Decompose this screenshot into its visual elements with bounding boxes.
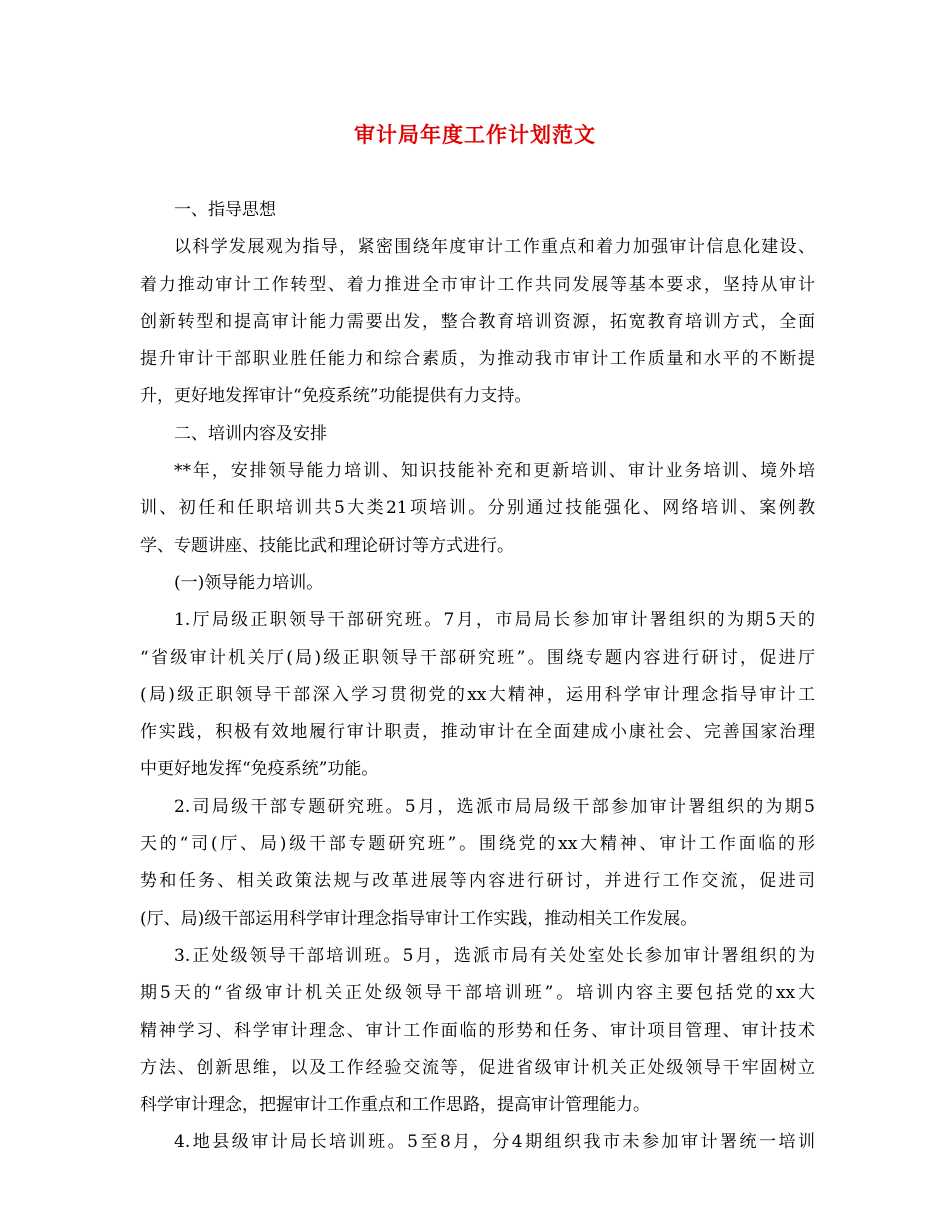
text-line: 4.地县级审计局长培训班。5至8月，分4期组织我市未参加审计署统一培训 bbox=[174, 1132, 815, 1153]
text-line: 天的“司(厅、局)级干部专题研究班”。围绕党的xx大精神、审计工作面临的形 bbox=[140, 834, 815, 855]
text-line: (局)级正职领导干部深入学习贯彻党的xx大精神，运用科学审计理念指导审计工 bbox=[140, 684, 815, 705]
text-line: 提升审计干部职业胜任能力和综合素质，为推动我市审计工作质量和水平的不断提 bbox=[140, 349, 815, 370]
text-line: 作实践，积极有效地履行审计职责，推动审计在全面建成小康社会、完善国家治理 bbox=[140, 722, 815, 743]
document-body bbox=[140, 192, 815, 1162]
text-line: 期5天的“省级审计机关正处级领导干部培训班”。培训内容主要包括党的xx大 bbox=[140, 983, 815, 1004]
text-line: (一)领导能力培训。 bbox=[174, 572, 324, 593]
text-line: 科学审计理念，把握审计工作重点和工作思路，提高审计管理能力。 bbox=[140, 1095, 650, 1116]
text-line: 一、指导思想 bbox=[174, 200, 276, 220]
text-line: 二、培训内容及安排 bbox=[174, 423, 327, 444]
text-line: 2.司局级干部专题研究班。5月，选派市局局级干部参加审计署组织的为期5 bbox=[174, 796, 815, 817]
text-line: 势和任务、相关政策法规与改革进展等内容进行研讨，并进行工作交流，促进司 bbox=[140, 871, 815, 892]
document-title: 审计局年度工作计划范文 bbox=[354, 122, 596, 147]
text-line: 训、初任和任职培训共5大类21项培训。分别通过技能强化、网络培训、案例教 bbox=[140, 498, 815, 519]
text-line: 精神学习、科学审计理念、审计工作面临的形势和任务、审计项目管理、审计技术 bbox=[140, 1020, 815, 1041]
text-line: (厅、局)级干部运用科学审计理念指导审计工作实践，推动相关工作发展。 bbox=[140, 908, 698, 929]
text-line: 3.正处级领导干部培训班。5月，选派市局有关处室处长参加审计署组织的为 bbox=[174, 945, 815, 966]
text-line: 着力推动审计工作转型、着力推进全市审计工作共同发展等基本要求，坚持从审计 bbox=[140, 274, 815, 295]
text-line: 方法、创新思维，以及工作经验交流等，促进省级审计机关正处级领导干牢固树立 bbox=[140, 1057, 815, 1078]
text-line: 1.厅局级正职领导干部研究班。7月，市局局长参加审计署组织的为期5天的 bbox=[174, 610, 815, 631]
text-line: 创新转型和提高审计能力需要出发，整合教育培训资源，拓宽教育培训方式，全面 bbox=[140, 311, 815, 332]
text-line: 以科学发展观为指导，紧密围绕年度审计工作重点和着力加强审计信息化建设、 bbox=[174, 237, 815, 258]
text-line: “省级审计机关厅(局)级正职领导干部研究班”。围绕专题内容进行研讨，促进厅 bbox=[140, 647, 815, 668]
text-line: 中更好地发挥“免疫系统”功能。 bbox=[140, 759, 379, 780]
text-line: 学、专题讲座、技能比武和理论研讨等方式进行。 bbox=[140, 535, 514, 556]
text-line: 升，更好地发挥审计“免疫系统”功能提供有力支持。 bbox=[140, 386, 532, 407]
text-line: **年，安排领导能力培训、知识技能补充和更新培训、审计业务培训、境外培 bbox=[174, 461, 815, 482]
